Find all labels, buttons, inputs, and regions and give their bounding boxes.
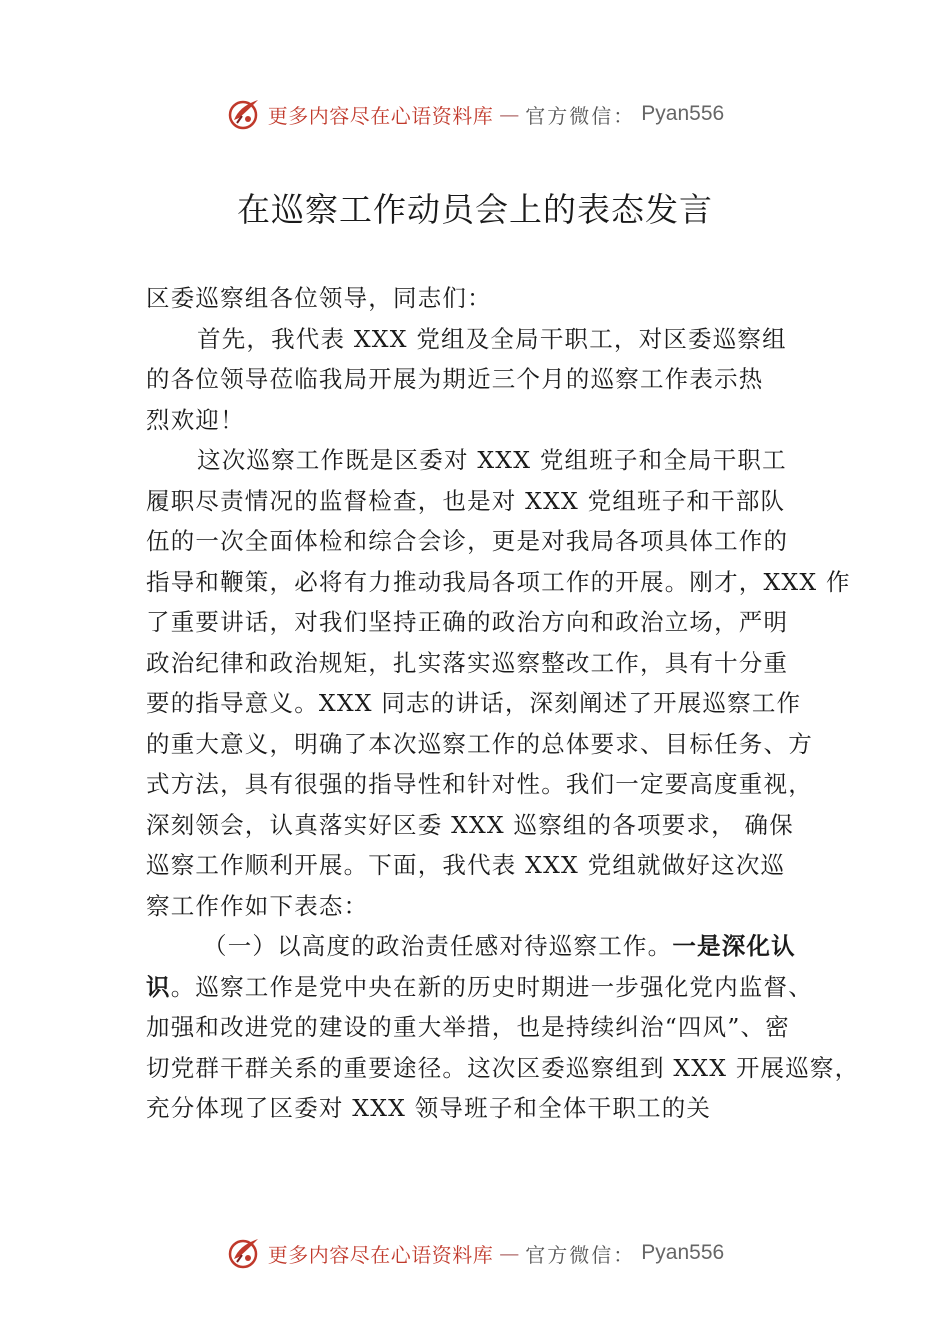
paragraph-line: 切党群干群关系的重要途径。这次区委巡察组到 XXX 开展巡察， [146, 1053, 860, 1082]
paragraph-line: 充分体现了区委对 XXX 领导班子和全体干职工的关 [146, 1094, 712, 1122]
document-title: 在巡察工作动员会上的表态发言 [237, 190, 713, 229]
watermark-label: 官方微信： [525, 1242, 636, 1267]
paragraph-line: 的各位领导莅临我局开展为期近三个月的巡察工作表示热 [146, 365, 764, 393]
paragraph-line: 深刻领会，认真落实好区委 XXX 巡察组的各项要求， 确保 [146, 810, 794, 839]
watermark-label: 官方微信： [525, 103, 636, 128]
paragraph-text: 。巡察工作是党中央在新的历史时期进一步强化党内监督、 [170, 972, 813, 1001]
paragraph-line: 伍的一次全面体检和综合会诊，更是对我局各项具体工作的 [146, 527, 789, 555]
watermark-wechat-id: Pyan556 [641, 102, 725, 125]
paragraph-line: 巡察工作顺利开展。下面，我代表 XXX 党组就做好这次巡 [146, 851, 786, 879]
salutation: 区委巡察组各位领导，同志们： [146, 284, 492, 312]
paragraph-line [146, 967, 811, 1008]
paragraph-line: 要的指导意义。XXX 同志的讲话，深刻阐述了开展巡察工作 [146, 689, 802, 717]
watermark-text: 更多内容尽在心语资料库 [267, 1242, 494, 1267]
paragraph-line: 履职尽责情况的监督检查，也是对 XXX 党组班子和干部队 [146, 486, 786, 515]
paragraph-line: 这次巡察工作既是区委对 XXX 党组班子和全局干职工 [197, 446, 787, 474]
quill-logo-icon [226, 96, 262, 132]
paragraph-line: 烈欢迎！ [146, 405, 245, 434]
paragraph-line: 首先，我代表 XXX 党组及全局干职工，对区委巡察组 [197, 324, 787, 353]
section-heading [146, 926, 811, 967]
watermark-separator: — [499, 1241, 520, 1265]
paragraph-line: 指导和鞭策，必将有力推动我局各项工作的开展。刚才，XXX 作 [146, 567, 851, 596]
section-point-label: 一是深化认 [672, 932, 796, 960]
paragraph-line: 察工作作如下表态： [146, 891, 369, 920]
paragraph-line: 了重要讲话，对我们坚持正确的政治方向和政治立场，严明 [146, 608, 789, 636]
watermark-wechat-id: Pyan556 [641, 1241, 725, 1264]
quill-logo-icon [226, 1235, 262, 1271]
watermark-separator: — [499, 102, 520, 126]
section-heading-text: （一）以高度的政治责任感对待巡察工作。 [203, 932, 673, 960]
document-body [146, 278, 860, 1129]
paragraph-line: 政治纪律和政治规矩，扎实落实巡察整改工作，具有十分重 [146, 648, 789, 677]
watermark-text: 更多内容尽在心语资料库 [267, 103, 494, 128]
footer-watermark [0, 1233, 950, 1273]
paragraph-line: 加强和改进党的建设的重大举措，也是持续纠治“四风”、密 [146, 1013, 790, 1041]
paragraph-line: 的重大意义，明确了本次巡察工作的总体要求、目标任务、方 [146, 729, 813, 758]
section-point-label-cont: 识 [146, 972, 171, 1001]
paragraph-line: 式方法，具有很强的指导性和针对性。我们一定要高度重视， [146, 770, 813, 798]
header-watermark [0, 94, 950, 134]
